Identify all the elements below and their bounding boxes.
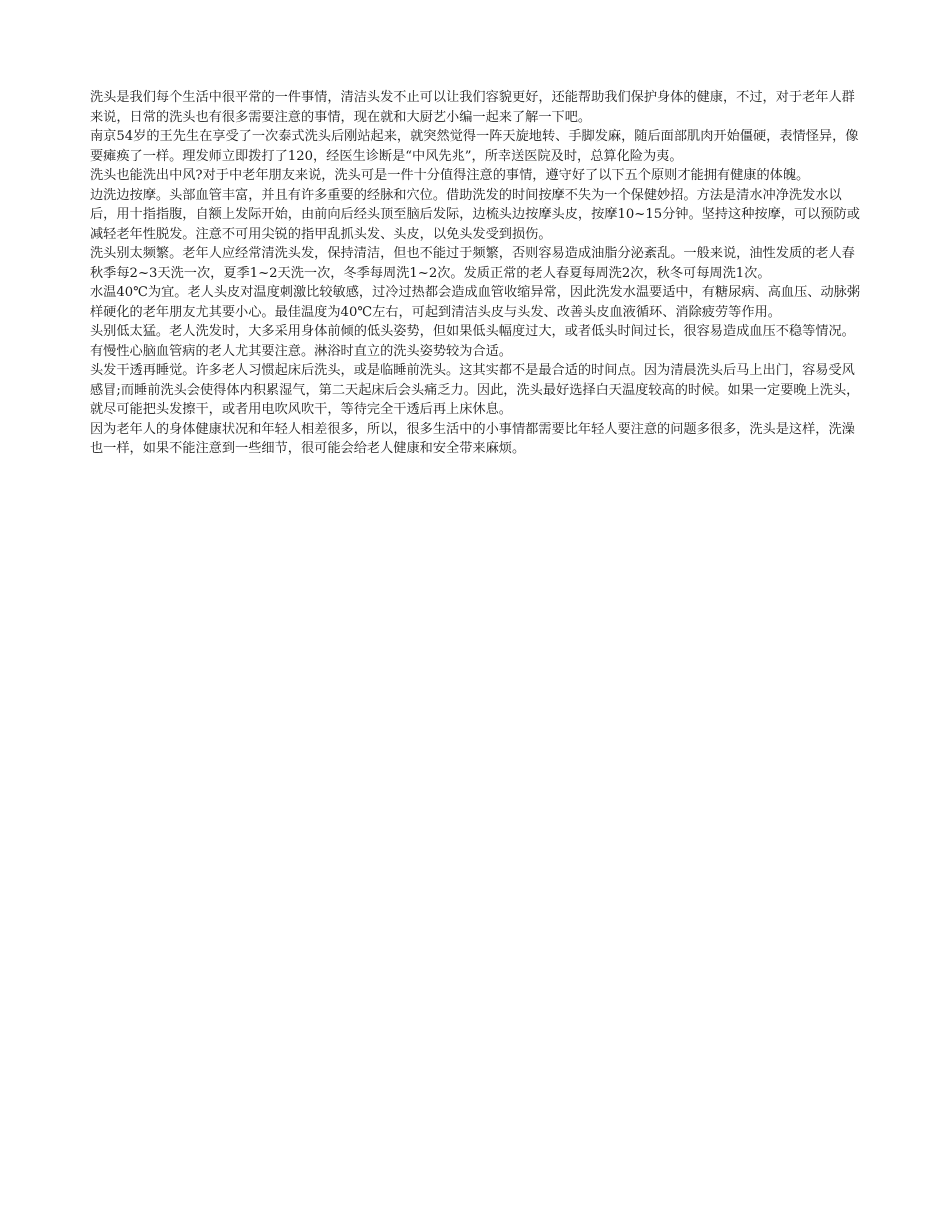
paragraph-case-story: 南京54岁的王先生在享受了一次泰式洗头后刚站起来，就突然觉得一阵天旋地转、手脚发麻，随后面部肌肉开始僵硬，表情怪异，像要瘫痪了一样。理发师立即拨打了120，经医生诊断是“中风先兆”，所幸送医院及时，总算化险为夷。: [90, 129, 859, 164]
paragraph-intro: 洗头是我们每个生活中很平常的一件事情，清洁头发不止可以让我们容貌更好，还能帮助我们保护身体的健康，不过，对于老年人群来说，日常的洗头也有很多需要注意的事情，现在就和大厨艺小编一起来了解一下吧。: [90, 90, 855, 125]
paragraph-conclusion: 因为老年人的身体健康状况和年轻人相差很多，所以，很多生活中的小事情都需要比年轻人要注意的问题多很多，洗头是这样，洗澡也一样，如果不能注意到一些细节，很可能会给老人健康和安全带来麻烦。: [90, 421, 855, 456]
article-body: [90, 88, 862, 459]
paragraph-water-temperature: 水温40℃为宜。老人头皮对温度刺激比较敏感，过冷过热都会造成血管收缩异常，因此洗发水温要适中，有糖尿病、高血压、动脉粥样硬化的老年朋友尤其要小心。最佳温度为40℃左右，可起到清洁头皮与头发、改善头皮血液循环、消除疲劳等作用。: [90, 285, 861, 320]
paragraph-dry-hair: 头发干透再睡觉。许多老人习惯起床后洗头，或是临睡前洗头。这其实都不是最合适的时间点。因为清晨洗头后马上出门，容易受风感冒;而睡前洗头会使得体内积累湿气，第二天起床后会头痛乏力。因此，洗头最好选择白天温度较高的时候。如果一定要晚上洗头，就尽可能把头发擦干，或者用电吹风吹干，等待完全干透后再上床休息。: [90, 363, 860, 417]
paragraph-massage: 边洗边按摩。头部血管丰富，并且有许多重要的经脉和穴位。借助洗发的时间按摩不失为一个保健妙招。方法是清水冲净洗发水以后，用十指指腹，自额上发际开始，由前向后经头顶至脑后发际，边梳头边按摩头皮，按摩10~15分钟。坚持这种按摩，可以预防或减轻老年性脱发。注意不可用尖锐的指甲乱抓头发、头皮，以免头发受到损伤。: [90, 187, 860, 242]
paragraph-five-principles: 洗头也能洗出中风?对于中老年朋友来说，洗头可是一件十分值得注意的事情，遵守好了以下五个原则才能拥有健康的体魄。: [90, 168, 810, 183]
paragraph-head-posture: 头别低太猛。老人洗发时，大多采用身体前倾的低头姿势，但如果低头幅度过大，或者低头时间过长，很容易造成血压不稳等情况。有慢性心脑血管病的老人尤其要注意。淋浴时直立的洗头姿势较为合适。: [90, 324, 855, 359]
paragraph-frequency: 洗头别太频繁。老年人应经常清洗头发，保持清洁，但也不能过于频繁，否则容易造成油脂分泌紊乱。一般来说，油性发质的老人春秋季每2~3天洗一次，夏季1~2天洗一次，冬季每周洗1~2次。发质正常的老人春夏每周洗2次，秋冬可每周洗1次。: [90, 246, 855, 281]
